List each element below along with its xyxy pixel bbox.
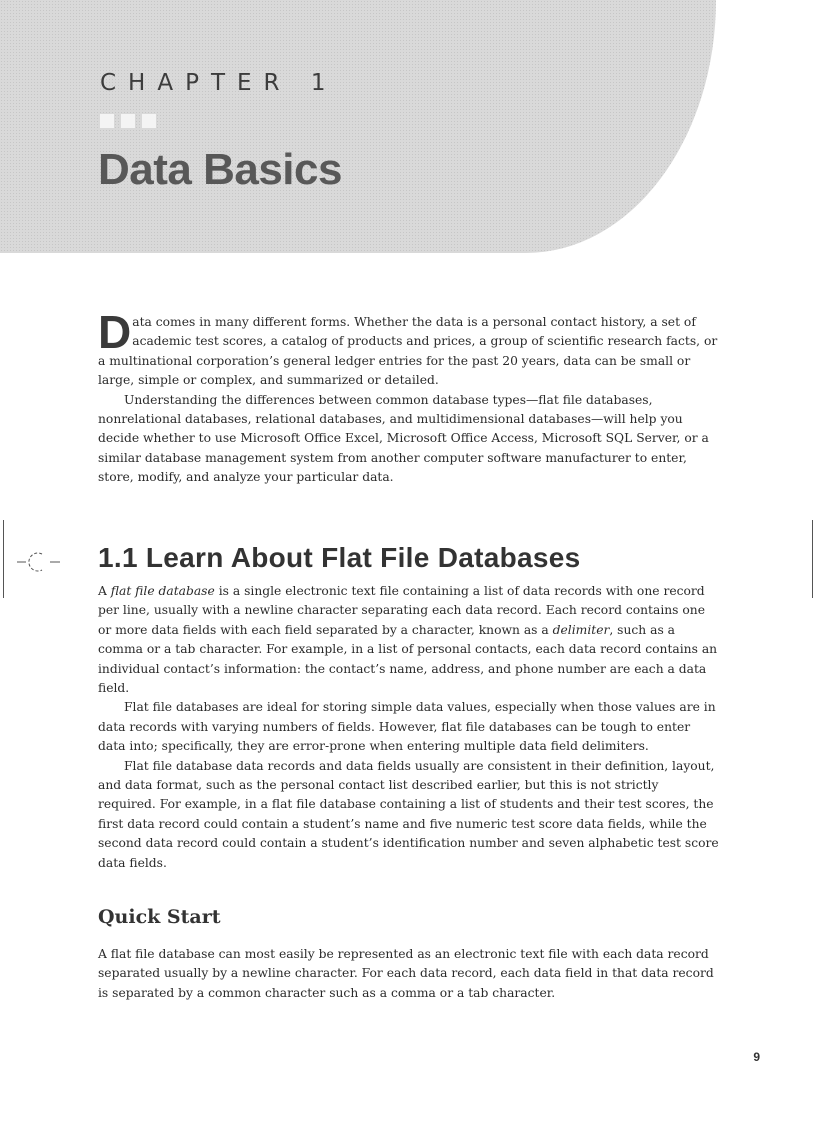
registration-mark-icon — [17, 551, 61, 573]
section-paragraph-1-part-c: , such as a comma or a tab character. For example, in a list of personal contacts, each data record contains an individual contact’s information: the contact’s name, address, and phone number are each a data field. — [98, 622, 718, 696]
intro-paragraph-1 — [98, 306, 720, 391]
ornament-square-1 — [100, 114, 114, 128]
quick-start-paragraph: A flat file database can most easily be represented as an electronic text file with each data record separated usually by a newline character. For each data record, each data field in that data record is separated by a common character such as a comma or a tab character. — [98, 947, 714, 1000]
section-paragraph-1-part-b: is a single electronic text file containing a list of data records with one record per line, usually with a newline character separating each data record. Each record contains one or more data fields with each field separated by a character, known as a — [98, 584, 706, 637]
section-paragraph-3: Flat file database data records and data fields usually are consistent in their definition, layout, and data format, such as the personal contact list described earlier, but this is not strictly required. For example, in a flat file database containing a list of students and their test scores, the first data record could contain a student’s name and five numeric test score data fields, while the second data record could contain a student’s identification number and seven alphabetic test score data fields. — [98, 758, 719, 870]
term-flat-file-database: flat file database — [110, 584, 215, 598]
section-text — [98, 582, 720, 873]
section-paragraph-1-part-a: A — [98, 584, 111, 598]
ornament-square-3 — [142, 114, 156, 128]
section-heading: 1.1 Learn About Flat File Databases — [98, 542, 581, 573]
intro-text — [98, 306, 720, 488]
chapter-title: Data Basics — [98, 145, 342, 194]
section-paragraph-2: Flat file databases are ideal for storing simple data values, especially when those values are in data records with varying numbers of fields. However, flat file databases can be tough to enter data into; specifically, they are error-prone when entering multiple data field delimiters. — [98, 700, 716, 754]
chapter-ornament — [100, 114, 156, 128]
drop-cap: D — [98, 306, 132, 358]
term-delimiter: delimiter — [552, 622, 610, 637]
ornament-square-2 — [121, 114, 135, 128]
intro-paragraph-2: Understanding the differences between common database types—flat file databases, nonrelational databases, relational databases, and multidimensional databases—will help you decide whether to use Microsoft Office Excel, Microsoft Office Access, Microsoft SQL Server, or a similar database management system from another computer software manufacturer to enter, store, modify, and analyze your particular data. — [98, 392, 709, 485]
intro-paragraph-1-text: ata comes in many different forms. Whether the data is a personal contact history, a set of academic test scores, a catalog of products and prices, a group of scientific research facts, or a multinational corporation’s general ledger entries for the past 20 years, data can be small or large, simple or complex, and summarized or detailed. — [98, 315, 718, 388]
quick-start-heading: Quick Start — [98, 906, 221, 928]
quick-start-text — [98, 945, 720, 1003]
section-paragraph-1 — [98, 582, 720, 698]
crop-mark-right — [812, 520, 813, 598]
crop-mark-left — [3, 520, 4, 598]
chapter-label: CHAPTER 1 — [100, 70, 338, 96]
page-number: 9 — [753, 1050, 760, 1064]
